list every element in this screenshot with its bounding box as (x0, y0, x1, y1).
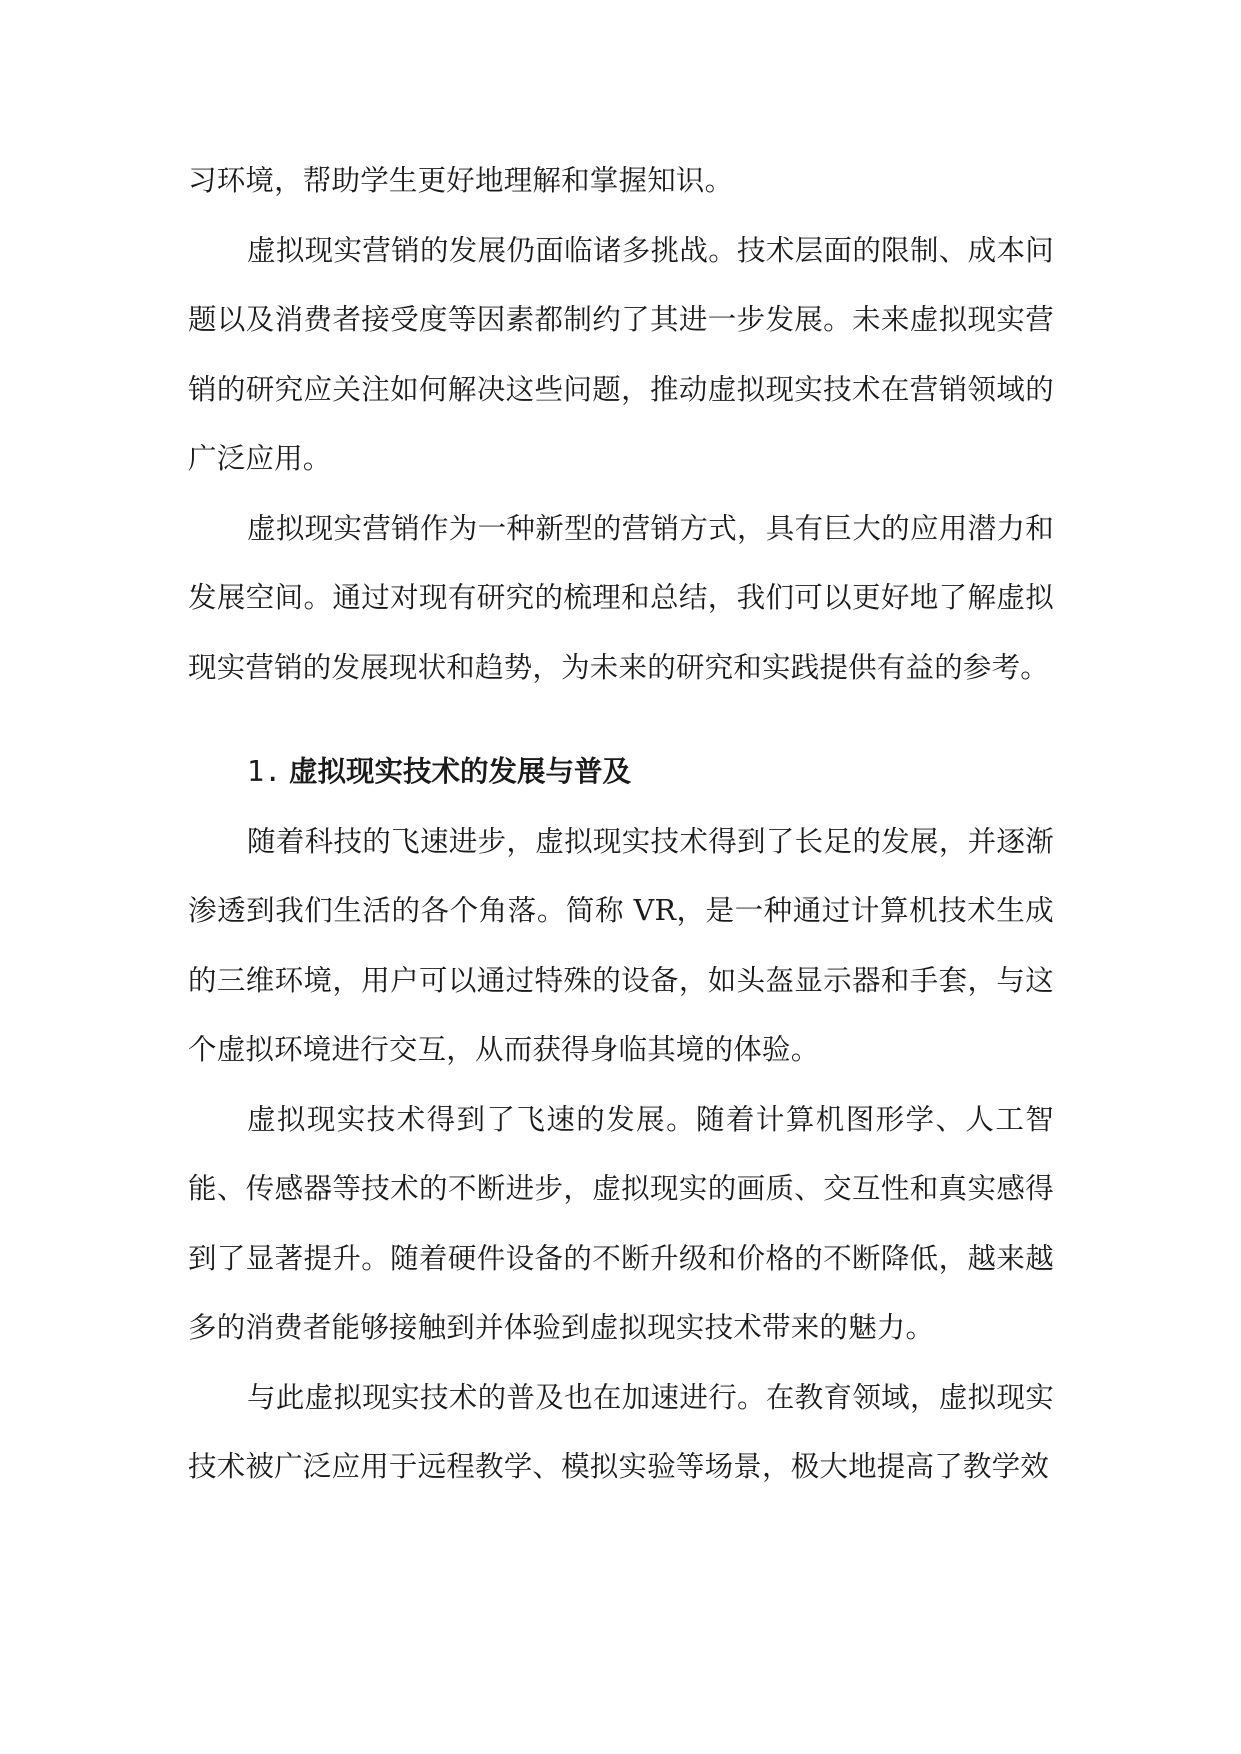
paragraph-summary: 虚拟现实营销作为一种新型的营销方式，具有巨大的应用潜力和发展空间。通过对现有研究的梳理和总结，我们可以更好地了解虚拟现实营销的发展现状和趋势，为未来的研究和实践提供有益的参考。 (188, 511, 1054, 684)
section-number: 1. (247, 755, 282, 788)
paragraph-continued: 习环境，帮助学生更好地理解和掌握知识。 (188, 164, 734, 197)
section-title: 虚拟现实技术的发展与普及 (289, 755, 632, 788)
paragraph-challenges: 虚拟现实营销的发展仍面临诸多挑战。技术层面的限制、成本问题以及消费者接受度等因素都制约了其进一步发展。未来虚拟现实营销的研究应关注如何解决这些问题，推动虚拟现实技术在营销领域的广泛应用。 (188, 233, 1054, 475)
section-heading (188, 737, 1054, 807)
paragraph-vr-development: 虚拟现实技术得到了飞速的发展。随着计算机图形学、人工智能、传感器等技术的不断进步，虚拟现实的画质、交互性和真实感得到了显著提升。随着硬件设备的不断升级和价格的不断降低，越来越多的消费者能够接触到并体验到虚拟现实技术带来的魅力。 (188, 1102, 1054, 1344)
paragraph-vr-intro: 随着科技的飞速进步，虚拟现实技术得到了长足的发展，并逐渐渗透到我们生活的各个角落。简称 VR，是一种通过计算机技术生成的三维环境，用户可以通过特殊的设备，如头盔显示器和手套，与这个虚拟环境进行交互，从而获得身临其境的体验。 (188, 824, 1054, 1066)
document-body (188, 146, 1054, 1502)
paragraph-vr-adoption: 与此虚拟现实技术的普及也在加速进行。在教育领域，虚拟现实技术被广泛应用于远程教学、模拟实验等场景，极大地提高了教学效 (188, 1380, 1054, 1483)
